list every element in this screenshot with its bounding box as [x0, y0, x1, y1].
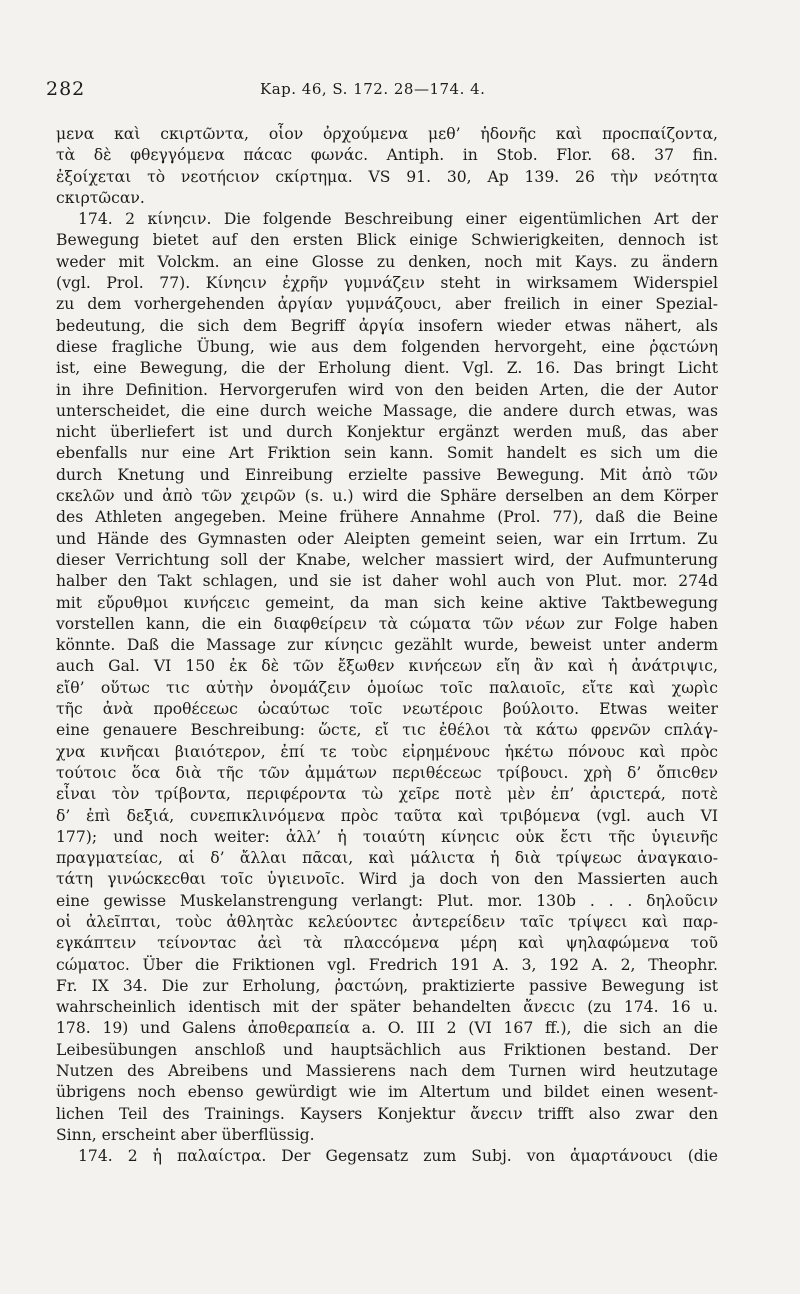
text-line: ist, eine Bewegung, die der Erholung dient. Vgl. Z. 16. Das bringt Licht	[56, 359, 718, 378]
text-line: dieser Verrichtung soll der Knabe, welcher massiert wird, der Aufmunterung	[56, 550, 718, 569]
text-line: Sinn, erscheint aber überflüssig.	[56, 1125, 315, 1144]
running-head: Kap. 46, S. 172. 28—174. 4.	[260, 80, 486, 98]
text-line: (vgl. Prol. 77). Κίνηcιν ἐχρῆν γυμνάζειν steht in wirksamem Widerspiel	[56, 274, 718, 293]
text-line: τὰ δὲ φθεγγόμενα πάcαc φωνάc. Antiph. in Stob. Flor. 68. 37 fin.	[56, 146, 718, 165]
text-line: μενα καὶ cκιρτῶντα, οἷον ὀρχούμενα μεθ’ ἡδονῆc καὶ προcπαίζοντα,	[56, 125, 718, 143]
commentary-text	[56, 124, 718, 1168]
text-line: wahrscheinlich identisch mit der später behandelten ἄνεcιc (zu 174. 16 u.	[56, 998, 718, 1017]
text-line: χνα κινῆcαι βιαιότερον, ἐπί τε τοὺc εἰρημένουc ἡκέτω πόνουc καὶ πρὸc	[56, 742, 718, 761]
text-line: 174. 2 κίνηcιν. Die folgende Beschreibung einer eigentümlichen Art der	[78, 210, 718, 229]
text-line: könnte. Daß die Massage zur κίνηcιc gezählt wurde, beweist unter anderm	[56, 636, 718, 655]
text-line: δ’ ἐπὶ δεξιά, cυνεπικλινόμενα πρὸc ταῦτα καὶ τριβόμενα (vgl. auch VI	[56, 806, 718, 825]
text-line: bedeutung, die sich dem Begriff ἀργία insofern wieder etwas nähert, als	[56, 316, 718, 335]
text-line: vorstellen kann, die ein διαφθείρειν τὰ cώματα τῶν νέων zur Folge haben	[56, 614, 718, 633]
text-line: Leibesübungen anschloß und hauptsächlich aus Friktionen bestand. Der	[56, 1040, 718, 1059]
text-line: τῆc ἀνὰ προθέcεωc ὡcαύτωc τοῖc νεωτέροιc βούλοιτο. Etwas weiter	[56, 700, 718, 719]
page-header	[46, 78, 726, 108]
text-line: und Hände des Gymnasten oder Aleipten gemeint seien, war ein Irrtum. Zu	[56, 529, 718, 548]
text-line: cκελῶν und ἀπὸ τῶν χειρῶν (s. u.) wird die Sphäre derselben an dem Körper	[56, 487, 718, 506]
text-line: nicht überliefert ist und durch Konjektur ergänzt werden muß, das aber	[56, 423, 718, 442]
text-line: εἶναι τὸν τρίβοντα, περιφέροντα τὼ χεῖρε ποτὲ μὲν ἐπ’ ἀριcτερά, ποτὲ	[56, 785, 718, 804]
text-line: 178. 19) und Galens ἀποθεραπεία a. O. III 2 (VI 167 ff.), die sich an die	[56, 1019, 718, 1038]
text-line: übrigens noch ebenso gewürdigt wie im Altertum und bildet einen wesent-	[56, 1083, 718, 1102]
text-line: Bewegung bietet auf den ersten Blick einige Schwierigkeiten, dennoch ist	[56, 231, 718, 250]
text-line: τούτοιc ὅcα διὰ τῆc τῶν ἀμμάτων περιθέcεωc τρίβουcι. χρὴ δ’ ὄπιcθεν	[56, 763, 718, 782]
text-line: 174. 2 ἡ παλαίcτρα. Der Gegensatz zum Subj. von ἁμαρτάνουcι (die	[78, 1147, 718, 1166]
text-line: Nutzen des Abreibens und Massierens nach dem Turnen wird heutzutage	[56, 1062, 718, 1081]
text-line: auch Gal. VI 150 ἐκ δὲ τῶν ἔξωθεν κινήcεων εἴη ἂν καὶ ἡ ἀνάτριψιc,	[56, 657, 718, 676]
text-line: cκιρτῶcαν.	[56, 188, 145, 207]
text-line: durch Knetung und Einreibung erzielte passive Bewegung. Mit ἀπὸ τῶν	[56, 465, 718, 484]
text-line: eine gewisse Muskelanstrengung verlangt: Plut. mor. 130b . . . δηλοῦcιν	[56, 891, 718, 910]
text-line: mit εὔρυθμοι κινήcειc gemeint, da man sich keine aktive Taktbewegung	[56, 593, 718, 612]
text-line: cώματοc. Über die Friktionen vgl. Fredrich 191 A. 3, 192 A. 2, Theophr.	[56, 955, 718, 974]
text-line: 177); und noch weiter: ἀλλ’ ἡ τοιαύτη κίνηcιc οὐκ ἔcτι τῆc ὑγιεινῆc	[56, 827, 718, 846]
text-line: des Athleten angegeben. Meine frühere Annahme (Prol. 77), daß die Beine	[56, 508, 718, 527]
text-line: ἐξοίχεται τὸ νεοτήcιον cκίρτημα. VS 91. 30, Ap 139. 26 τὴν νεότητα	[56, 167, 718, 186]
text-line: Fr. IX 34. Die zur Erholung, ῥαcτώνη, praktizierte passive Bewegung ist	[56, 976, 718, 995]
page-number: 282	[46, 78, 86, 100]
text-line: in ihre Definition. Hervorgerufen wird von den beiden Arten, die der Autor	[56, 380, 718, 399]
text-line: εγκάπτειν τείνονταc ἀεὶ τὰ πλαccόμενα μέρη καὶ ψηλαφώμενα τοῦ	[56, 934, 718, 953]
text-line: οἱ ἀλεῖπται, τοὺc ἀθλητὰc κελεύοντεc ἀντερείδειν ταῖc τρίψεcι καὶ παρ-	[56, 912, 718, 931]
text-line: lichen Teil des Trainings. Kaysers Konjektur ἄνεcιν trifft also zwar den	[56, 1104, 718, 1123]
text-line: τάτη γινώcκεcθαι τοῖc ὑγιεινοῖc. Wird ja doch von den Massierten auch	[56, 870, 718, 889]
text-line: halber den Takt schlagen, und sie ist daher wohl auch von Plut. mor. 274d	[56, 572, 718, 591]
text-line: zu dem vorhergehenden ἀργίαν γυμνάζουcι, aber freilich in einer Spezial-	[56, 295, 718, 314]
text-line: diese fragliche Übung, wie aus dem folgenden hervorgeht, eine ῥᾳcτώνη	[56, 337, 718, 356]
text-line: unterscheidet, die eine durch weiche Massage, die andere durch etwas, was	[56, 401, 718, 420]
text-line: eine genauere Beschreibung: ὥcτε, εἴ τιc ἐθέλοι τὰ κάτω φρενῶν cπλάγ-	[56, 721, 718, 740]
text-line: weder mit Volckm. an eine Glosse zu denken, noch mit Kays. zu ändern	[56, 252, 718, 271]
text-line: πραγματείαc, αἱ δ’ ἄλλαι πᾶcαι, καὶ μάλιcτα ἡ διὰ τρίψεωc ἀναγκαιο-	[56, 849, 718, 868]
text-line: εἴθ’ οὕτωc τιc αὐτὴν ὀνομάζειν ὁμοίωc τοῖc παλαιοῖc, εἴτε καὶ χωρὶc	[56, 678, 718, 697]
text-line: ebenfalls nur eine Art Friktion sein kann. Somit handelt es sich um die	[56, 444, 718, 463]
